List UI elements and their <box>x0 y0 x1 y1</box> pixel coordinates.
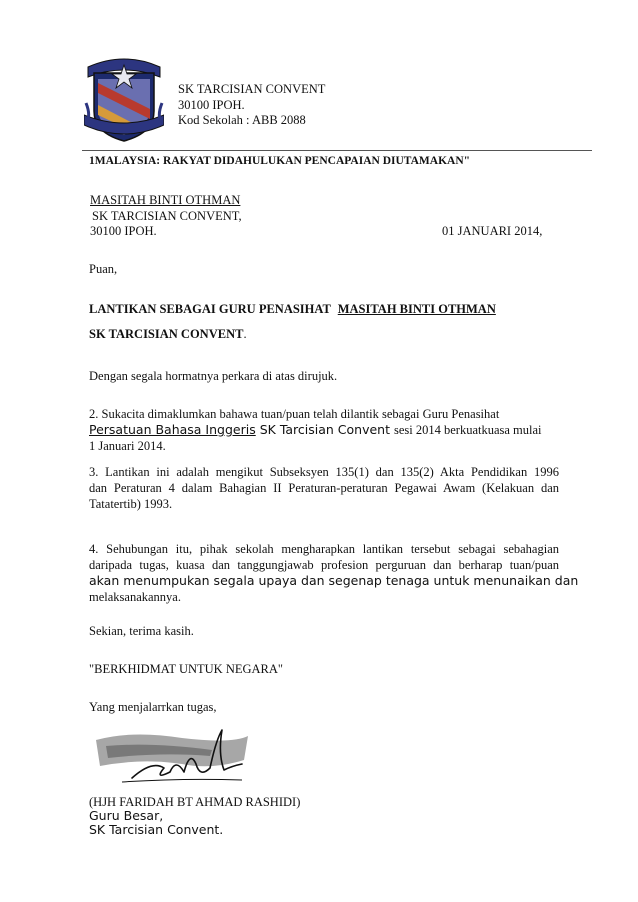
persatuan-name: Persatuan Bahasa Inggeris <box>89 422 256 437</box>
school-code: Kod Sekolah : ABB 2088 <box>178 113 306 127</box>
para3-line1: 3. Lantikan ini adalah mengikut Subseksyen 135(1) dan 135(2) Akta Pendidikan 1996 <box>89 465 559 479</box>
paragraph-4 <box>89 541 579 605</box>
subject-prefix: LANTIKAN SEBAGAI GURU PENASIHAT <box>89 302 331 316</box>
para4-line4: melaksanakannya. <box>89 590 181 604</box>
para4-line3: akan menumpukan segala upaya dan segenap tenaga untuk menunaikan dan <box>89 573 579 588</box>
paragraph-3 <box>89 464 559 512</box>
para2-line1: 2. Sukacita dimaklumkan bahawa tuan/puan telah dilantik sebagai Guru Penasihat <box>89 407 500 421</box>
signatory-title: Guru Besar, <box>89 808 164 823</box>
letter-date: 01 JANUARI 2014, <box>442 224 543 238</box>
salutation: Puan, <box>89 262 118 276</box>
motto: 1MALAYSIA: RAKYAT DIDAHULUKAN PENCAPAIAN DIUTAMAKAN" <box>89 155 471 167</box>
intro-text: Dengan segala hormatnya perkara di atas dirujuk. <box>89 369 338 383</box>
subject-name: MASITAH BINTI OTHMAN <box>337 302 496 316</box>
para2-line3: 1 Januari 2014. <box>89 439 166 453</box>
subject-line <box>89 302 496 317</box>
signatory-name: (HJH FARIDAH BT AHMAD RASHIDI) <box>89 795 301 809</box>
subject-school: SK TARCISIAN CONVENT <box>89 327 244 341</box>
school-postcode: 30100 IPOH. <box>178 98 245 112</box>
paragraph-2 <box>89 406 559 454</box>
recipient-city: 30100 IPOH. <box>90 224 157 238</box>
slogan: "BERKHIDMAT UNTUK NEGARA" <box>89 662 284 676</box>
session-text: sesi 2014 berkuatkuasa mulai <box>393 423 542 437</box>
sign-off: Yang menjalarrkan tugas, <box>89 700 217 714</box>
para3-line3: Tatatertib) 1993. <box>89 497 173 511</box>
para4-line1: 4. Sehubungan itu, pihak sekolah mengharapkan lantikan tersebut sebagai sebahagian <box>89 542 559 556</box>
signatory-school: SK Tarcisian Convent. <box>89 822 224 837</box>
closing-text: Sekian, terima kasih. <box>89 624 194 638</box>
school-name: SK TARCISIAN CONVENT <box>178 82 326 96</box>
school-ref: SK Tarcisian Convent <box>255 422 394 437</box>
recipient-name: MASITAH BINTI OTHMAN <box>90 193 241 207</box>
para4-line2: daripada tugas, kuasa dan tanggungjawab profesion perguruan dan berharap tuan/puan <box>89 558 559 572</box>
header-divider <box>82 150 592 151</box>
para2-line2 <box>89 422 559 438</box>
signature-image <box>92 720 252 790</box>
school-crest-logo <box>84 53 164 145</box>
para3-line2: dan Peraturan 4 dalam Bahagian II Peraturan-peraturan Pegawai Awam (Kelakuan dan <box>89 481 559 495</box>
recipient-school: SK TARCISIAN CONVENT, <box>92 209 242 223</box>
subject-period: . <box>243 327 247 341</box>
subject-school-line <box>89 327 247 342</box>
